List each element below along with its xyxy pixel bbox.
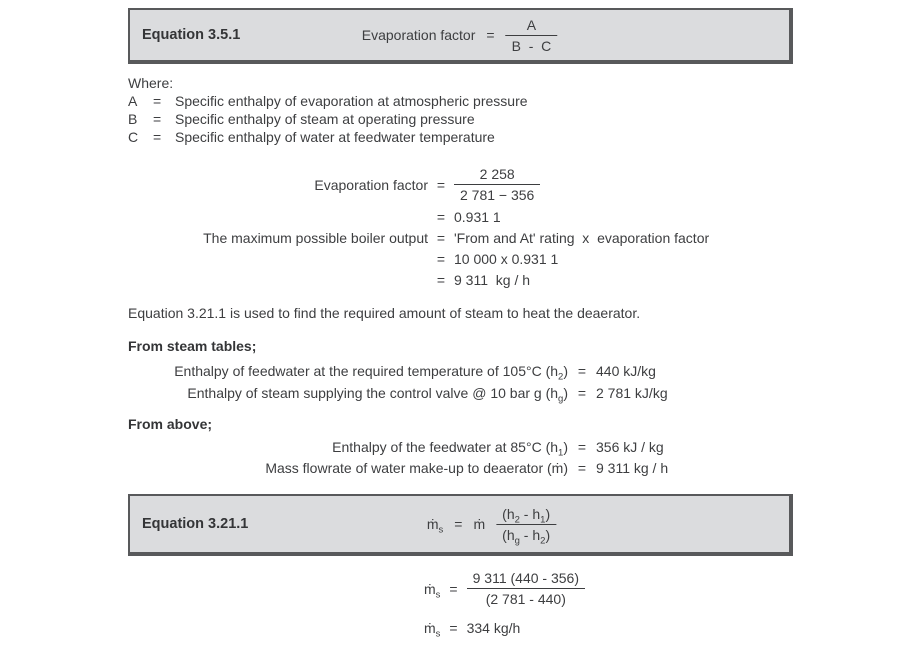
calc-value: 10 000 x 0.931 1 [454, 250, 559, 267]
table-row [128, 382, 668, 404]
symbol: C [128, 129, 139, 145]
where-item-c [128, 128, 528, 146]
equation-box-3-21-1 [128, 494, 793, 556]
equals-sign: = [153, 111, 162, 127]
equation-3-5-1-formula [362, 17, 557, 54]
row-label: Enthalpy of the feedwater at 85°C $(h_1)$ [332, 438, 568, 458]
fraction-numerator: 9 311 (440 - 356) [467, 570, 585, 589]
calc-value: 0.931 1 [454, 208, 501, 225]
equation-3-21-1-formula [426, 505, 556, 546]
table-row [128, 457, 668, 478]
equals-sign: = [436, 208, 446, 225]
calc-row [128, 206, 709, 227]
equation-box-3-5-1 [128, 8, 793, 64]
fraction [496, 505, 556, 546]
calc-row [424, 570, 585, 607]
equals-sign: = [577, 459, 587, 476]
fraction-numerator: A [506, 17, 558, 36]
table-row [128, 436, 668, 457]
from-above-rows [128, 436, 668, 478]
final-calculation [424, 570, 585, 640]
calc-label: The maximum possible boiler output [203, 229, 428, 246]
calc-value: 334 kg/h [466, 620, 521, 636]
formula-lhs: Evaporation factor [361, 27, 476, 43]
steam-tables-section [128, 338, 668, 404]
calc-row [424, 620, 585, 640]
row-label: Enthalpy of steam supplying the control valve @ 10 bar g $(h_g)$ [187, 385, 568, 405]
fraction-denominator: $(h_g - h_2)$ [502, 526, 551, 546]
where-section [128, 74, 528, 146]
fraction [467, 570, 585, 607]
table-row [128, 360, 668, 382]
equals-sign: = [577, 438, 587, 455]
intro-paragraph: Equation 3.21.1 is used to find the required amount of steam to heat the deaerator. [128, 305, 641, 321]
fraction-numerator: 2 258 [454, 166, 540, 185]
fraction [506, 17, 558, 54]
equals-sign: = [436, 229, 446, 246]
from-above-section [128, 416, 668, 478]
calc-label: Evaporation factor [314, 176, 428, 193]
fraction-numerator: $(h_2 - h_1)$ [496, 506, 556, 525]
calc-lhs: ṁ$_s$ [424, 620, 441, 640]
evaporation-factor-calculation [128, 166, 709, 290]
calc-row [128, 269, 709, 290]
formula-mid: ṁ [473, 516, 486, 532]
equals-sign: = [436, 271, 446, 288]
equation-3-21-1-label: Equation 3.21.1 [142, 516, 249, 532]
equals-sign: = [577, 385, 587, 401]
row-label: Mass flowrate of water make-up to deaerator (ṁ) [265, 459, 568, 476]
calc-value: 9 311 kg / h [454, 271, 531, 288]
fraction-denominator: B - C [511, 37, 552, 54]
equals-sign: = [153, 93, 162, 109]
steam-tables-title: From steam tables; [128, 338, 257, 354]
symbol: A [128, 93, 138, 109]
formula-lhs: ṁ$_s$ [426, 516, 444, 536]
row-value: 356 kJ / kg [596, 438, 664, 455]
row-value: 9 311 kg / h [596, 459, 669, 476]
calc-row [128, 248, 709, 269]
where-item-b [128, 110, 528, 128]
definition-text: Specific enthalpy of steam at operating pressure [175, 111, 475, 127]
equals-sign: = [449, 580, 458, 597]
definition-text: Specific enthalpy of evaporation at atmospheric pressure [175, 93, 528, 109]
equals-sign: = [449, 620, 458, 636]
equals-sign: = [577, 363, 587, 379]
row-value: 440 kJ/kg [596, 363, 656, 379]
equals-sign: = [436, 250, 446, 267]
where-item-a [128, 92, 528, 110]
symbol: B [128, 111, 138, 127]
calc-lhs: ṁ$_s$ [424, 580, 441, 600]
equals-sign: = [454, 516, 463, 532]
fraction-denominator: 2 781 − 356 [460, 187, 535, 203]
calc-value: 'From and At' rating x evaporation factor [454, 229, 710, 246]
fraction-denominator: (2 781 - 440) [485, 591, 566, 607]
from-above-title: From above; [128, 416, 213, 432]
equals-sign: = [153, 129, 162, 145]
row-value: 2 781 kJ/kg [596, 385, 668, 401]
fraction [454, 166, 540, 203]
steam-tables-rows [128, 360, 668, 404]
equals-sign: = [436, 176, 446, 193]
calc-row [128, 166, 709, 203]
equation-3-5-1-label: Equation 3.5.1 [142, 27, 241, 43]
definition-text: Specific enthalpy of water at feedwater temperature [175, 129, 495, 145]
row-label: Enthalpy of feedwater at the required temperature of 105°C $(h_2)$ [174, 363, 568, 383]
calc-row [128, 227, 709, 248]
equals-sign: = [486, 27, 495, 43]
where-title: Where: [128, 75, 174, 91]
